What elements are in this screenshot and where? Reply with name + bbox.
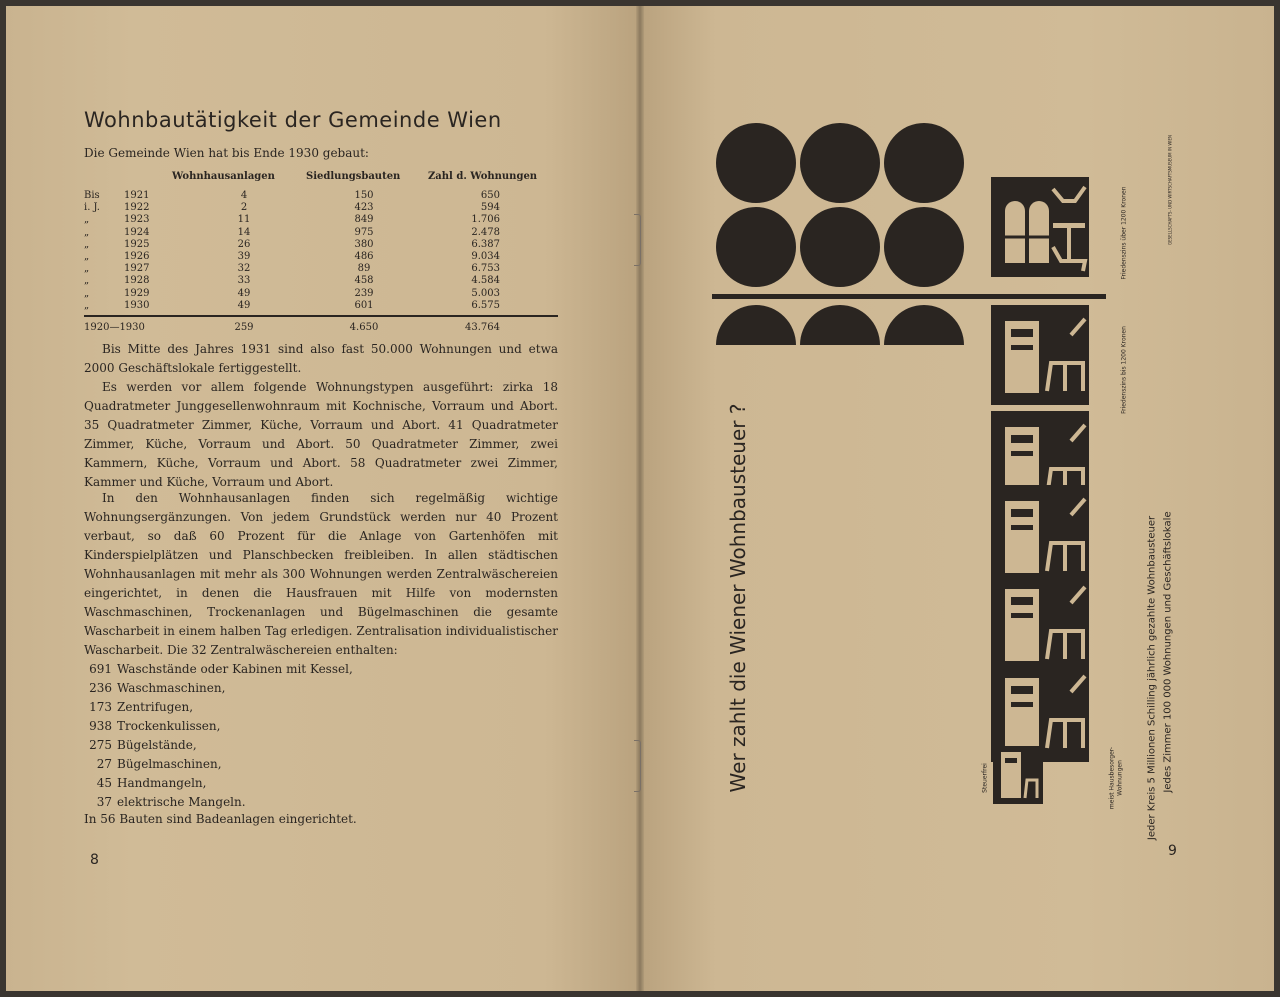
- cell-wohnungen: 650: [480, 190, 500, 201]
- cell-wohnhausanlagen: 32: [237, 263, 251, 275]
- subtitle: Die Gemeinde Wien hat bis Ende 1930 gebaut:: [84, 146, 369, 160]
- cell-year: 1925: [124, 238, 150, 250]
- center-fold: [636, 6, 644, 991]
- total-siedlungsbauten: 4.650: [349, 322, 379, 333]
- cell-prefix: Bis: [84, 190, 100, 201]
- cell-siedlungsbauten: 380: [354, 238, 374, 250]
- list-item-text: Zentrifugen,: [117, 700, 194, 714]
- cell-prefix: „: [84, 226, 90, 238]
- list-item-text: Trockenkulissen,: [117, 719, 221, 733]
- cell-prefix: „: [84, 263, 90, 275]
- cell-wohnungen: 6.387: [471, 238, 500, 250]
- staple-bottom: [634, 740, 641, 792]
- list-item-text: Bügelmaschinen,: [117, 757, 222, 771]
- cell-wohnhausanlagen: 11: [237, 214, 251, 226]
- total-label: 1920—1930: [84, 322, 145, 333]
- list-item: [84, 774, 353, 793]
- list-item-count: 37: [96, 795, 112, 809]
- cell-siedlungsbauten: 239: [354, 287, 374, 299]
- list-item-text: Handmangeln,: [117, 776, 207, 790]
- list-item-text: Waschmaschinen,: [117, 681, 226, 695]
- room-pictogram: [991, 573, 1089, 673]
- cell-siedlungsbauten: 975: [354, 226, 374, 238]
- paragraph-amenities: In den Wohnhausanlagen finden sich regelmäßig wichtige Wohnungsergänzungen. Von jedem Grundstück werden nur 40 Prozent verbaut, so daß 60 Prozent für die Anlage von Gartenhöfen mit Kinderspielplätzen und Planschbecken freibleiben. In allen städtischen Wohnhausanlagen mit mehr als 300 Wohnungen werden Zentralwäschereien eingerichtet, in denen die Hausfrauen mit Hilfe von modernsten Waschmaschinen, Trockenanlagen und Bügelmaschinen die gesamte Wascharbeit in einem halben Tag erledigen. Zentralisation individualistischer Wascharbeit. Die 32 Zentralwäschereien enthalten:: [84, 491, 558, 657]
- total-wohnhausanlagen: 259: [234, 322, 254, 333]
- cell-wohnhausanlagen: 4: [240, 190, 248, 201]
- table-row: [84, 300, 558, 312]
- page-title: Wohnbautätigkeit der Gemeinde Wien: [84, 108, 502, 132]
- closing-line: In 56 Bauten sind Badeanlagen eingerichtet.: [84, 812, 357, 826]
- cell-siedlungsbauten: 849: [354, 214, 374, 226]
- staple-top: [634, 214, 641, 266]
- cell-wohnhausanlagen: 26: [237, 238, 251, 250]
- list-item: [84, 679, 353, 698]
- cell-year: 1923: [124, 214, 150, 226]
- cell-wohnhausanlagen: 39: [237, 251, 251, 262]
- table-row: [84, 275, 558, 287]
- page-number-left: 8: [90, 852, 99, 868]
- list-item: [84, 698, 353, 717]
- list-item-count: 236: [89, 681, 112, 695]
- label-steuerfrei: Steuerfrei: [981, 763, 989, 793]
- right-page-title: Wer zahlt die Wiener Wohnbausteuer ?: [726, 403, 750, 793]
- cell-wohnhausanlagen: 2: [240, 202, 248, 214]
- cell-prefix: „: [84, 251, 90, 262]
- tax-circle: [800, 207, 880, 287]
- cell-wohnungen: 6.753: [471, 263, 500, 275]
- cell-year: 1926: [124, 251, 150, 262]
- list-item: [84, 736, 353, 755]
- label-lower-rent: Friedenszins bis 1200 Kronen: [1120, 326, 1128, 414]
- cell-wohnhausanlagen: 49: [237, 299, 251, 311]
- cell-siedlungsbauten: 150: [354, 190, 374, 201]
- cell-prefix: „: [84, 214, 90, 226]
- cell-prefix: „: [84, 299, 90, 311]
- cell-year: 1922: [124, 202, 150, 214]
- room-pictogram-small: [993, 746, 1043, 804]
- divider-bar: [712, 294, 1106, 299]
- cell-siedlungsbauten: 486: [354, 251, 374, 262]
- cell-wohnungen: 6.575: [471, 299, 500, 311]
- cell-wohnhausanlagen: 14: [237, 226, 251, 238]
- total-wohnungen: 43.764: [465, 322, 500, 333]
- label-kleinwohnungen-2: Wohnungen: [1116, 760, 1124, 796]
- museum-credit: GESELLSCHAFTS- UND WIRTSCHAFTSMUSEUM IN WIEN: [1167, 135, 1173, 245]
- cell-wohnungen: 2.478: [471, 226, 500, 238]
- legend-room: Jedes Zimmer 100 000 Wohnungen und Geschäftslokale: [1162, 511, 1174, 793]
- list-item: [84, 755, 353, 774]
- table-row: [84, 227, 558, 239]
- cell-siedlungsbauten: 423: [354, 202, 374, 214]
- cell-year: 1928: [124, 275, 150, 287]
- list-item-count: 938: [89, 719, 112, 733]
- cell-wohnungen: 5.003: [471, 287, 500, 299]
- page-number-right: 9: [1168, 843, 1177, 859]
- list-item: [84, 660, 353, 679]
- cell-prefix: „: [84, 287, 90, 299]
- list-item-text: Waschstände oder Kabinen mit Kessel,: [117, 662, 353, 676]
- cell-wohnungen: 4.584: [471, 275, 500, 287]
- cell-prefix: i. J.: [84, 202, 100, 214]
- cell-prefix: „: [84, 238, 90, 250]
- col-header-siedlungsbauten: Siedlungsbauten: [306, 171, 401, 182]
- table-row: [84, 251, 558, 263]
- room-pictogram: [991, 485, 1089, 585]
- room-pictogram-large: [991, 177, 1089, 277]
- cell-wohnungen: 9.034: [471, 251, 500, 262]
- legend-circle: Jeder Kreis 5 Millionen Schilling jährlich gezahlte Wohnbausteuer: [1146, 515, 1158, 841]
- table-row: [84, 214, 558, 226]
- cell-wohnungen: 594: [480, 202, 500, 214]
- table-total-row: [84, 322, 558, 334]
- table-row: [84, 263, 558, 275]
- cell-wohnungen: 1.706: [471, 214, 500, 226]
- tax-circle: [716, 207, 796, 287]
- cell-year: 1927: [124, 263, 150, 275]
- room-pictogram: [991, 305, 1089, 405]
- table-row: [84, 190, 558, 202]
- label-kleinwohnungen-1: meist Hausbesorger-: [1108, 746, 1116, 810]
- cell-year: 1921: [124, 190, 150, 201]
- list-item-count: 691: [89, 662, 112, 676]
- cell-siedlungsbauten: 89: [357, 263, 371, 275]
- label-upper-rent: Friedenszins über 1200 Kronen: [1120, 186, 1128, 280]
- list-item-count: 173: [89, 700, 112, 714]
- list-item-text: elektrische Mangeln.: [117, 795, 246, 809]
- paragraph-summary: Bis Mitte des Jahres 1931 sind also fast 50.000 Wohnungen und etwa 2000 Geschäftslokale fertiggestellt.: [84, 342, 558, 375]
- table-total-rule: [84, 315, 558, 317]
- cell-siedlungsbauten: 601: [354, 299, 374, 311]
- cell-wohnhausanlagen: 33: [237, 275, 251, 287]
- table-row: [84, 288, 558, 300]
- cell-siedlungsbauten: 458: [354, 275, 374, 287]
- list-item-count: 45: [96, 776, 112, 790]
- table-row: [84, 202, 558, 214]
- cell-wohnhausanlagen: 49: [237, 287, 251, 299]
- tax-circle: [884, 207, 964, 287]
- tax-circle: [800, 123, 880, 203]
- cell-year: 1930: [124, 299, 150, 311]
- list-item-text: Bügelstände,: [117, 738, 197, 752]
- list-item-count: 275: [89, 738, 112, 752]
- paragraph-types: Es werden vor allem folgende Wohnungstypen ausgeführt: zirka 18 Quadratmeter Junggesellenwohnraum mit Kochnische, Vorraum und Abort. 35 Quadratmeter Zimmer, Küche, Vorraum und Abort. 41 Quadratmeter Zimmer, Küche, Vorraum und Abort. 50 Quadratmeter Zimmer, zwei Kammern, Küche, Vorraum und Abort. 58 Quadratmeter zwei Zimmer, Kammer und Küche, Vorraum und Abort.: [84, 380, 558, 489]
- list-item: [84, 793, 353, 812]
- cell-year: 1924: [124, 226, 150, 238]
- list-item: [84, 717, 353, 736]
- tax-circle: [884, 123, 964, 203]
- col-header-wohnungen: Zahl d. Wohnungen: [428, 171, 538, 182]
- col-header-wohnhausanlagen: Wohnhausanlagen: [172, 171, 275, 182]
- table-row: [84, 239, 558, 251]
- laundry-list: [84, 660, 353, 812]
- list-item-count: 27: [96, 757, 112, 771]
- cell-year: 1929: [124, 287, 150, 299]
- tax-circle: [716, 123, 796, 203]
- cell-prefix: „: [84, 275, 90, 287]
